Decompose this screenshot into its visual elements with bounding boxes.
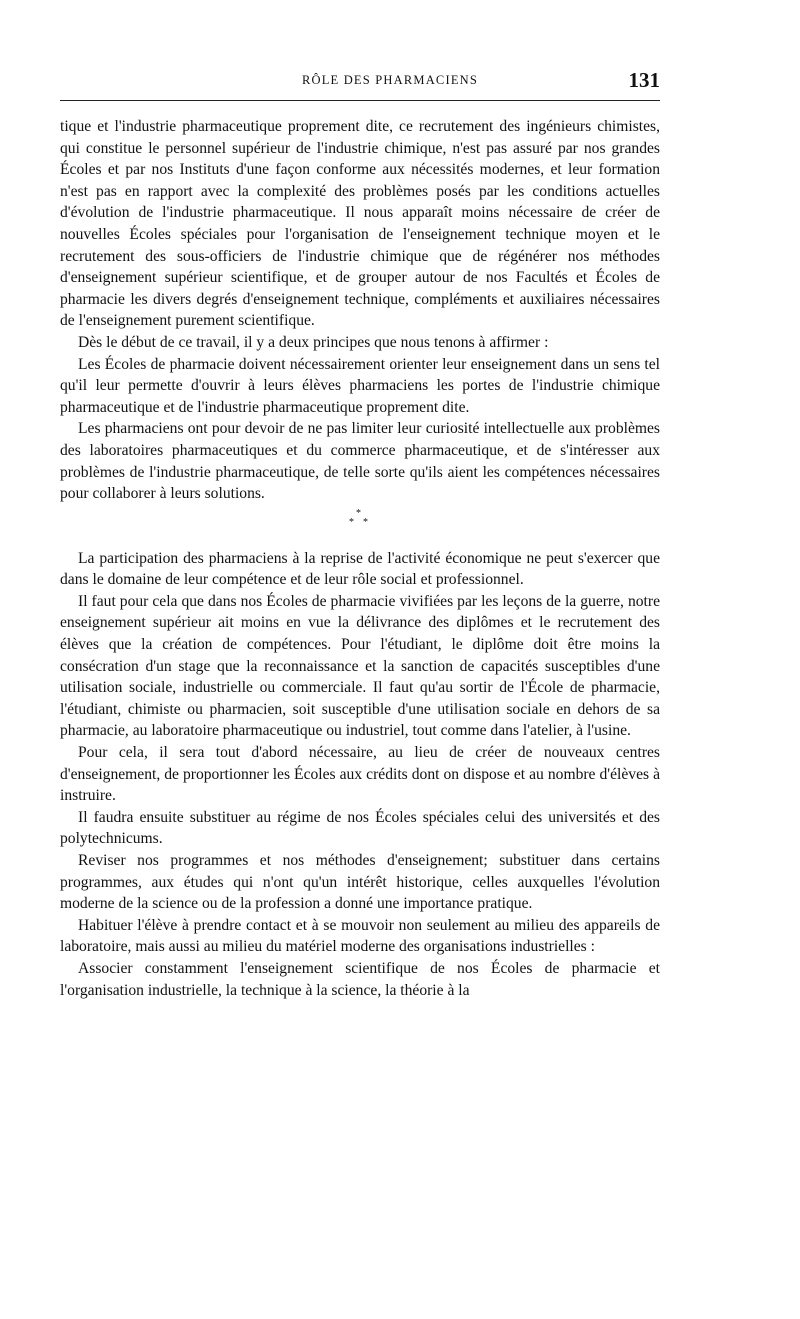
paragraph-8: Il faudra ensuite substituer au régime de nos Écoles spéciales celui des universités et des polytechnicums. [60,808,660,848]
paragraph-4: Les pharmaciens ont pour devoir de ne pas limiter leur curiosité intellectuelle aux problèmes des laboratoires pharmaceutiques et du commerce pharmaceutique, et de s'intéresser aux problèmes de l'industrie pharmaceutique, de telle sorte qu'ils aient les compétences nécessaires pour collaborer à leurs solutions. [60,420,660,503]
paragraph-1: tique et l'industrie pharmaceutique proprement dite, ce recrutement des ingénieurs chimistes, qui constitue le personnel supérieur de l'industrie chimique, n'est pas assuré par nos grandes Écoles et par nos Instituts d'une façon conforme aux nécessités modernes, et leur formation n'est pas en rapport avec la complexité des problèmes posés par les conditions actuelles d'évolution de l'industrie pharmaceutique. Il nous apparaît moins nécessaire de créer de nouvelles Écoles spéciales pour l'organisation de l'enseignement technique moyen et le recrutement des sous-officiers de l'industrie chimique que de régénérer nos méthodes d'enseignement supérieur scientifique, et de grouper autour de nos Facultés et Écoles de pharmacie les divers degrés d'enseignement technique, compléments et auxiliaires nécessaires de l'enseignement purement scientifique. [60,118,660,330]
text-body [60,116,660,1001]
paragraph-9: Reviser nos programmes et nos méthodes d'enseignement; substituer dans certains programmes, aux études qui n'ont qu'un intérêt historique, celles auxquelles l'évolution moderne de la science ou de la profession a donné une importance pratique. [60,852,660,913]
paragraph-3: Les Écoles de pharmacie doivent nécessairement orienter leur enseignement dans un sens tel qu'il leur permette d'ouvrir à leurs élèves pharmaciens les portes de l'industrie chimique pharmaceutique et de l'industrie pharmaceutique proprement dite. [60,355,660,416]
paragraph-11: Associer constamment l'enseignement scientifique de nos Écoles de pharmacie et l'organisation industrielle, la technique à la science, la théorie à la [60,959,660,999]
section-separator [60,505,660,548]
paragraph-5: La participation des pharmaciens à la reprise de l'activité économique ne peut s'exercer que dans le domaine de leur compétence et de leur rôle social et professionnel. [60,549,660,589]
asterism-star-top: * [356,507,361,519]
paragraph-6: Il faut pour cela que dans nos Écoles de pharmacie vivifiées par les leçons de la guerre, notre enseignement supérieur ait moins en vue la délivrance des diplômes et le recrutement des élèves que la création de compétences. Pour l'étudiant, le diplôme doit être moins la consécration d'un stage que la reconnaissance et la sanction de capacités susceptibles d'une utilisation sociale, industrielle ou commerciale. Il faut qu'au sortir de l'École de pharmacie, l'étudiant, chimiste ou pharmacien, soit susceptible d'une utilisation sociale en dehors de sa pharmacie, au laboratoire pharmaceutique ou industriel, tout comme dans l'atelier, à l'usine. [60,592,660,740]
asterism [340,509,380,535]
paragraph-2: Dès le début de ce travail, il y a deux principes que nous tenons à affirmer : [78,333,549,351]
asterism-star-left: * [349,516,354,528]
header-rule [60,100,660,101]
asterism-star-right: * [363,516,368,528]
paragraph-7: Pour cela, il sera tout d'abord nécessaire, au lieu de créer de nouveaux centres d'enseignement, de proportionner les Écoles aux crédits dont on dispose et au nombre d'élèves à instruire. [60,744,660,805]
page-number: 131 [628,68,660,92]
running-head [60,70,660,94]
paragraph-10: Habituer l'élève à prendre contact et à se mouvoir non seulement au milieu des appareils de laboratoire, mais aussi au milieu du matériel moderne des organisations industrielles : [60,916,660,956]
running-title: RÔLE DES PHARMACIENS [301,73,479,87]
